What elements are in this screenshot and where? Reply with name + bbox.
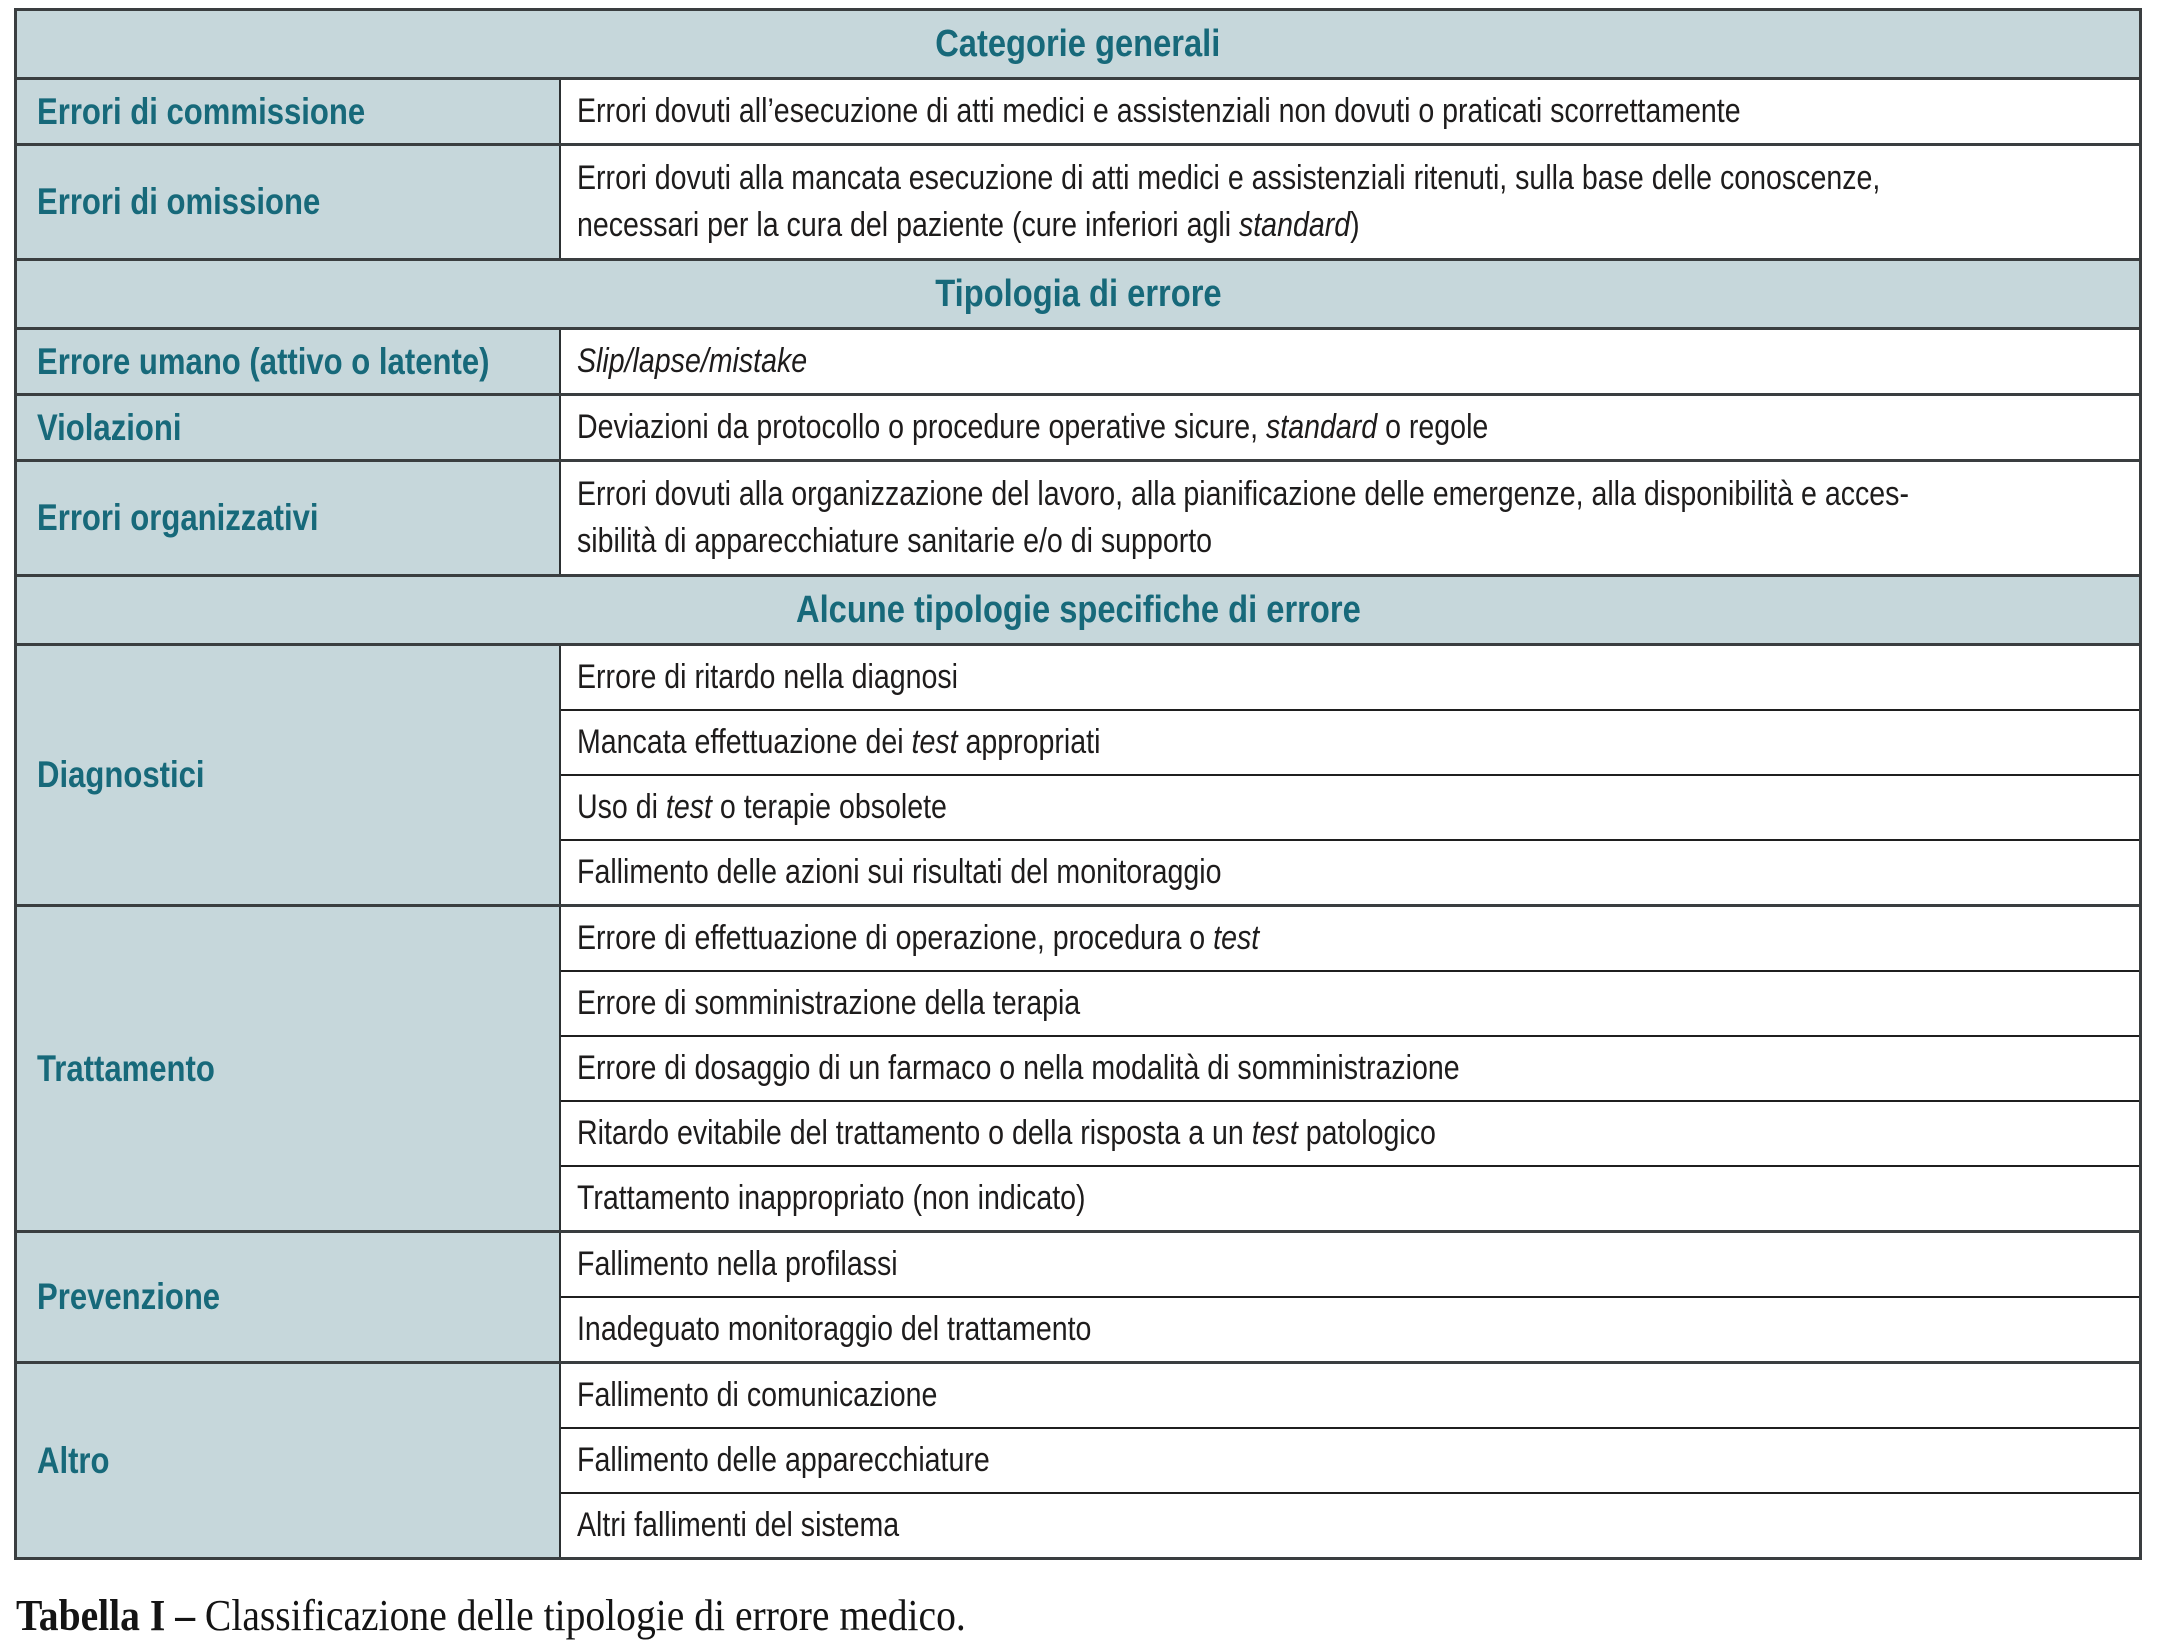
description-text: Errore di somministrazione della terapia — [576, 984, 1080, 1022]
description-text: Errori dovuti alla mancata esecuzione di atti medici e assistenziali ritenuti, sulla base delle conoscenze, necessari per la cura del paziente (cure inferiori agli standard) — [576, 159, 1880, 244]
category-label: Errori di omissione — [37, 181, 321, 222]
section-header-text: Tipologia di errore — [934, 272, 1222, 315]
table-row — [16, 395, 2141, 461]
description-text: Slip/lapse/mistake — [576, 342, 807, 380]
description-cell — [560, 395, 2141, 461]
description-text: Errori dovuti alla organizzazione del lavoro, alla pianificazione delle emergenze, alla disponibilità e acces- sibilità di apparecchiature sanitarie e/o di supporto — [576, 475, 1909, 560]
caption-wrap — [16, 1590, 966, 1641]
section-header-text: Categorie generali — [935, 22, 1221, 65]
table-row — [16, 1363, 2141, 1429]
section-header-row — [16, 576, 2141, 645]
table-row — [16, 145, 2141, 260]
category-label: Trattamento — [37, 1047, 215, 1089]
category-label-cell — [16, 461, 560, 576]
description-cell — [560, 645, 2141, 711]
table-caption — [16, 1590, 2141, 1641]
error-classification-table — [14, 8, 2142, 1560]
section-header-row — [16, 10, 2141, 79]
table-row — [16, 79, 2141, 145]
description-cell — [560, 1101, 2141, 1166]
description-cell — [560, 79, 2141, 145]
section-header-cell — [16, 576, 2141, 645]
category-label-cell — [16, 645, 560, 906]
description-cell — [560, 1428, 2141, 1493]
caption-label: Tabella I – — [16, 1591, 205, 1640]
section-header-row — [16, 260, 2141, 329]
description-cell — [560, 1297, 2141, 1363]
description-text: Fallimento delle azioni sui risultati del monitoraggio — [576, 853, 1222, 891]
description-text: Altri fallimenti del sistema — [576, 1506, 899, 1544]
description-text: Errore di effettuazione di operazione, procedura o test — [576, 919, 1259, 957]
table-body — [16, 10, 2141, 1559]
caption-text: Classificazione delle tipologie di errore medico. — [204, 1591, 966, 1640]
description-text: Ritardo evitabile del trattamento o della risposta a un test patologico — [576, 1114, 1436, 1152]
table-row — [16, 329, 2141, 395]
description-text: Errori dovuti all’esecuzione di atti medici e assistenziali non dovuti o praticati scorrettamente — [576, 92, 1741, 130]
description-cell — [560, 840, 2141, 906]
category-label: Errori di commissione — [37, 90, 366, 132]
description-text: Deviazioni da protocollo o procedure operative sicure, standard o regole — [576, 408, 1488, 446]
table-row — [16, 1232, 2141, 1298]
table-row — [16, 461, 2141, 576]
section-header-cell — [16, 260, 2141, 329]
description-cell — [560, 710, 2141, 775]
description-text: Fallimento nella profilassi — [576, 1245, 898, 1283]
category-label-cell — [16, 145, 560, 260]
description-cell — [560, 145, 2141, 260]
category-label-cell — [16, 1232, 560, 1363]
description-text: Uso di test o terapie obsolete — [576, 788, 947, 826]
description-cell — [560, 1363, 2141, 1429]
description-text: Errore di ritardo nella diagnosi — [576, 658, 958, 696]
category-label-cell — [16, 79, 560, 145]
table-row — [16, 906, 2141, 972]
description-cell — [560, 1232, 2141, 1298]
category-label: Violazioni — [37, 406, 182, 448]
table-row — [16, 645, 2141, 711]
section-header-cell — [16, 10, 2141, 79]
description-cell — [560, 906, 2141, 972]
description-text: Fallimento delle apparecchiature — [576, 1441, 990, 1479]
description-text: Mancata effettuazione dei test appropriati — [576, 723, 1100, 761]
category-label: Diagnostici — [37, 754, 205, 795]
category-label: Errore umano (attivo o latente) — [37, 340, 490, 382]
description-text: Trattamento inappropriato (non indicato) — [576, 1179, 1086, 1217]
category-label-cell — [16, 1363, 560, 1559]
category-label: Prevenzione — [37, 1276, 221, 1317]
description-cell — [560, 1036, 2141, 1101]
description-cell — [560, 1493, 2141, 1559]
category-label-cell — [16, 329, 560, 395]
category-label: Errori organizzativi — [37, 497, 319, 538]
description-cell — [560, 775, 2141, 840]
page — [14, 8, 2141, 1641]
description-cell — [560, 461, 2141, 576]
category-label-cell — [16, 906, 560, 1232]
description-cell — [560, 329, 2141, 395]
category-label-cell — [16, 395, 560, 461]
description-text: Inadeguato monitoraggio del trattamento — [576, 1310, 1091, 1348]
category-label: Altro — [37, 1439, 110, 1481]
description-text: Fallimento di comunicazione — [576, 1376, 937, 1414]
description-text: Errore di dosaggio di un farmaco o nella modalità di somministrazione — [576, 1049, 1460, 1087]
description-cell — [560, 1166, 2141, 1232]
description-cell — [560, 971, 2141, 1036]
section-header-text: Alcune tipologie specifiche di errore — [795, 588, 1361, 631]
